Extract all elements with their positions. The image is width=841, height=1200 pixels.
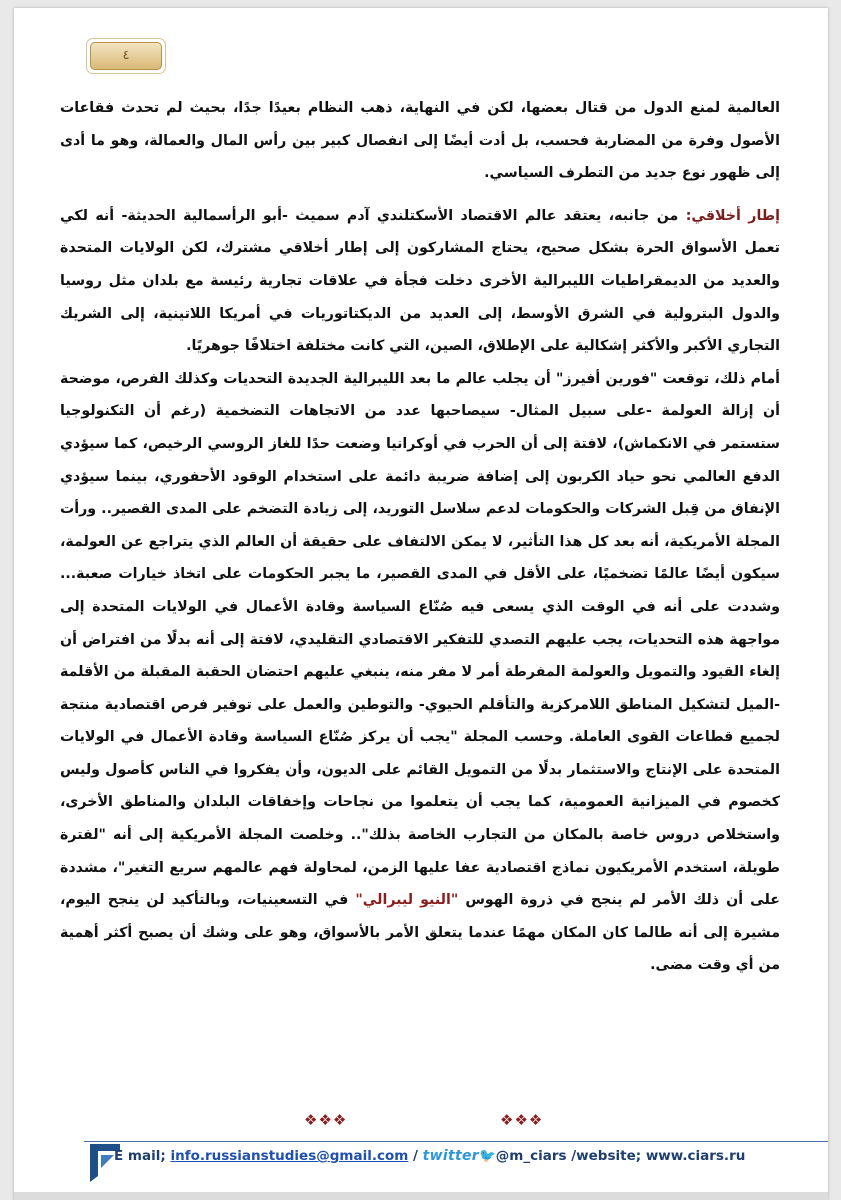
neoliberal-quote: "النيو ليبرالي" bbox=[355, 892, 459, 909]
email-link[interactable]: info.russianstudies@gmail.com bbox=[170, 1148, 409, 1164]
article-body bbox=[60, 92, 780, 982]
paragraph-1: العالمية لمنع الدول من قتال بعضها، لكن في النهاية، ذهب النظام بعيدًا جدًا، بحيث لم تحدث فقاعات الأصول وفرة من المضاربة فحسب، بل أدت أيضًا إلى انفصال كبير بين رأس المال والعمالة، وهو ما أدى إلى ظهور نوع جديد من التطرف السياسي. bbox=[60, 100, 780, 182]
paragraph-3 bbox=[60, 363, 780, 982]
twitter-handle[interactable]: @m_ciars bbox=[495, 1148, 567, 1164]
section-divider-right: ❖❖❖ bbox=[500, 1111, 544, 1129]
email-label: E mail; bbox=[114, 1148, 171, 1164]
paragraph-3-text: أمام ذلك، توقعت "فورين أفيرز" أن يجلب عالم ما بعد الليبرالية الجديدة التحديات وكذلك الفرص، موضحة أن إزالة العولمة -على سبيل المثال- سيصاحبها عدد من الاتجاهات التضخمية (رغم أن التكنولوجيا ستستمر في الانكماش)، لافتة إلى أن الحرب في أوكرانيا وضعت حدًا للغاز الروسي الرخيص، كما سيؤدي الدفع العالمي نحو حياد الكربون إلى إضافة ضريبة دائمة على استخدام الوقود الأحفوري، بينما سيؤدي الإنفاق من قِبل الشركات والحكومات لدعم سلاسل التوريد، إلى زيادة التضخم على المدى القصير.. ورأت المجلة الأمريكية، أنه بعد كل هذا التأثير، لا يمكن الالتفاف على حقيقة أن العالم الذي يتراجع عن العولمة، سيكون أيضًا عالمًا تضخميًا، على الأقل في المدى القصير، ما يجبر الحكومات على اتخاذ خيارات صعبة... وشددت على أنه في الوقت الذي يسعى فيه صُنّاع السياسة وقادة الأعمال في الولايات المتحدة إلى مواجهة هذه التحديات، يجب عليهم التصدي للتفكير الاقتصادي التقليدي، لافتة إلى أنه بدلًا من افتراض أن إلغاء القيود والتمويل والعولمة المفرطة أمر لا مفر منه، ينبغي عليهم احتضان الحقبة المقبلة من الأقلمة -الميل لتشكيل المناطق اللامركزية والتأقلم الحيوي- والتوطين والعمل على توفير فرص اقتصادية منتجة لجميع قطاعات القوى العاملة. وحسب المجلة "يجب أن يركز صُنّاع السياسة وقادة الأعمال في الولايات المتحدة على الإنتاج والاستثمار بدلًا من التمويل القائم على الديون، وأن يفكروا في الناس كأصول وليس كخصوم في الميزانية العمومية، كما يجب أن يتعلموا من نجاحات وإخفاقات البلدان والمناطق الأخرى، واستخلاص دروس خاصة بالمكان من التجارب الخاصة بذلك".. وخلصت المجلة الأمريكية إلى أنه "لفترة طويلة، استخدم الأمريكيون نماذج اقتصادية عفا عليها الزمن، لمحاولة فهم عالمهم سريع التغير"، مشددة على أن ذلك الأمر لم ينجح في ذروة الهوس bbox=[60, 370, 780, 909]
section-divider-left: ❖❖❖ bbox=[304, 1111, 348, 1129]
footer-rule bbox=[84, 1141, 828, 1142]
paragraph-3-end: في التسعينيات، وبالتأكيد لن ينجح اليوم، مشيرة إلى أنه طالما كان المكان مهمًا عندما يتعلق الأمر بالأسواق، وهو على وشك أن يصبح أكثر أهمية من أي وقت مضى. bbox=[60, 892, 780, 974]
footer-separator: / bbox=[408, 1148, 423, 1164]
page-bottom-strip bbox=[14, 1192, 828, 1200]
section-subheading: إطار أخلاقي: bbox=[685, 207, 781, 224]
document-page bbox=[14, 8, 828, 1200]
twitter-bird-icon: 🐦 bbox=[478, 1148, 496, 1164]
footer-contact bbox=[114, 1148, 745, 1164]
twitter-logo-text: twitter bbox=[422, 1148, 479, 1164]
paragraph-2-text: من جانبه، يعتقد عالم الاقتصاد الأسكتلندي آدم سميث -أبو الرأسمالية الحديثة- أنه لكي تعمل الأسواق الحرة بشكل صحيح، يحتاج المشاركون إلى إطار أخلاقي مشترك، لكن الولايات المتحدة والعديد من الديمقراطيات الليبرالية الأخرى دخلت فجأة في علاقات تجارية رئيسة مع بلدان مثل روسيا والدول البترولية في الشرق الأوسط، إلى العديد من الديكتاتوريات في أمريكا اللاتينية، إلى الشريك التجاري الأكبر والأكثر إشكالية على الإطلاق، الصين، التي كانت مختلفة اختلافًا جوهريًا. bbox=[60, 207, 780, 355]
page-number: ٤ bbox=[90, 42, 162, 70]
paragraph-2 bbox=[60, 200, 780, 363]
website-text[interactable]: /website; www.ciars.ru bbox=[566, 1148, 746, 1164]
